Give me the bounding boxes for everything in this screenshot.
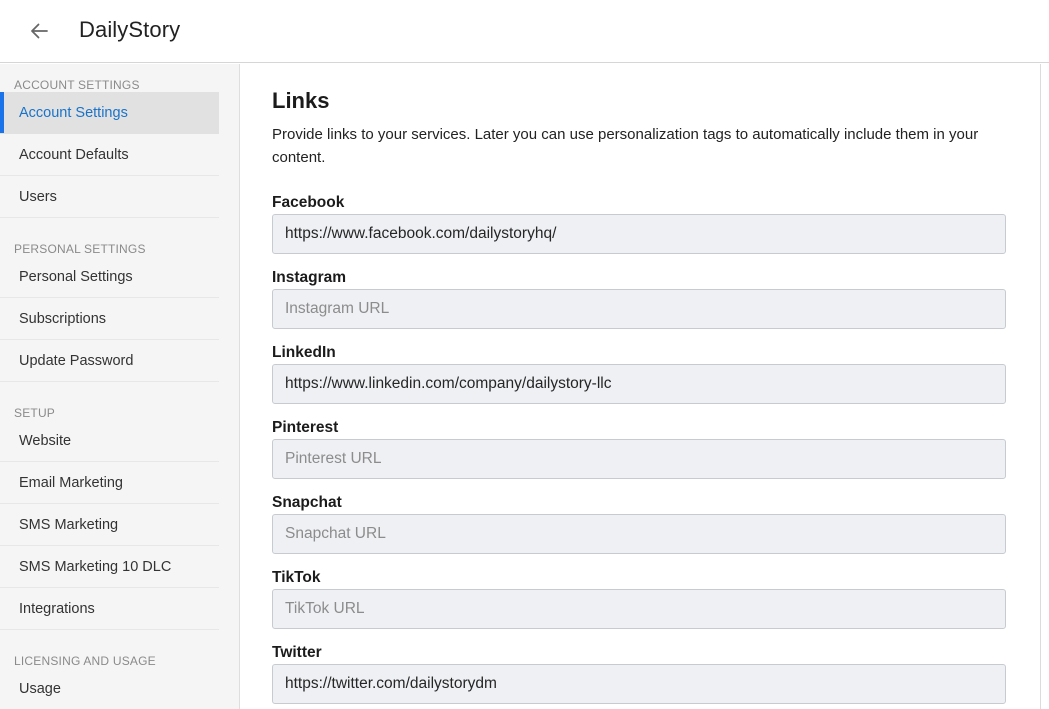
sidebar-item-users[interactable]: Users (0, 176, 219, 218)
page-title: Links (272, 88, 330, 113)
sidebar-item-sms-marketing-10-dlc[interactable]: SMS Marketing 10 DLC (0, 546, 219, 588)
section-heading-account-settings: ACCOUNT SETTINGS (14, 78, 140, 92)
sidebar-item-account-settings[interactable]: Account Settings (0, 92, 219, 134)
section-heading-licensing-and-usage: LICENSING AND USAGE (14, 654, 156, 668)
back-button[interactable] (22, 14, 56, 48)
sidebar-item-personal-settings[interactable]: Personal Settings (0, 256, 219, 298)
sidebar-item-usage[interactable]: Usage (0, 668, 219, 709)
snapchat-label: Snapchat (272, 494, 342, 511)
section-heading-setup: SETUP (14, 406, 56, 420)
sidebar-item-email-marketing[interactable]: Email Marketing (0, 462, 219, 504)
linkedin-label: LinkedIn (272, 344, 336, 361)
twitter-url-input[interactable] (272, 664, 1006, 704)
sidebar-item-integrations[interactable]: Integrations (0, 588, 219, 630)
sidebar-item-subscriptions[interactable]: Subscriptions (0, 298, 219, 340)
sidebar-nav (0, 64, 240, 709)
instagram-label: Instagram (272, 269, 347, 286)
sidebar-item-update-password[interactable]: Update Password (0, 340, 219, 382)
sidebar-item-sms-marketing[interactable]: SMS Marketing (0, 504, 219, 546)
twitter-label: Twitter (272, 644, 322, 661)
pinterest-url-input[interactable] (272, 439, 1006, 479)
instagram-url-input[interactable] (272, 289, 1006, 329)
arrow-left-icon (30, 22, 48, 40)
sidebar-item-website[interactable]: Website (0, 420, 219, 462)
snapchat-url-input[interactable] (272, 514, 1006, 554)
top-bar (0, 0, 1049, 63)
app-title: DailyStory (79, 17, 181, 42)
tiktok-label: TikTok (272, 569, 321, 586)
page-description: Provide links to your services. Later you can use personalization tags to automatically include them in your content. (272, 126, 979, 166)
tiktok-url-input[interactable] (272, 589, 1006, 629)
sidebar-item-account-defaults[interactable]: Account Defaults (0, 134, 219, 176)
page-scrollbar[interactable] (1040, 64, 1041, 709)
facebook-label: Facebook (272, 194, 345, 211)
section-heading-personal-settings: PERSONAL SETTINGS (14, 242, 146, 256)
pinterest-label: Pinterest (272, 419, 339, 436)
linkedin-url-input[interactable] (272, 364, 1006, 404)
links-panel (272, 64, 1006, 704)
facebook-url-input[interactable] (272, 214, 1006, 254)
